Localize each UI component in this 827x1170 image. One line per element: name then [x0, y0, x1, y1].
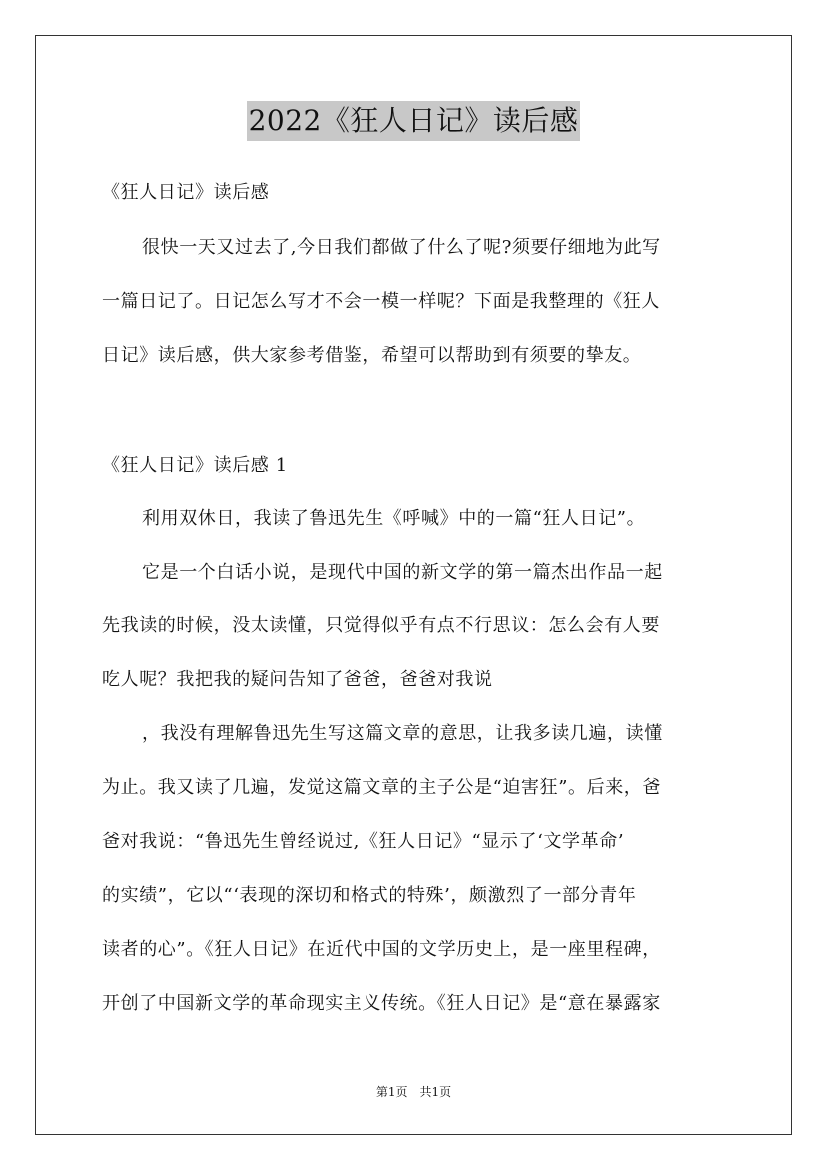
- paragraph-3-line-6: 开创了中国新文学的革命现实主义传统。《狂人日记》是“意在暴露家: [102, 993, 661, 1014]
- paragraph-1-line-1: 利用双休日，我读了鲁迅先生《呼喊》中的一篇“狂人日记”。: [142, 508, 646, 529]
- paragraph-3-line-5: 读者的心”。《狂人日记》在近代中国的文学历史上，是一座里程碑，: [102, 939, 661, 960]
- document-title: [0, 101, 827, 141]
- intro-line-1: 很快一天又过去了,今日我们都做了什么了呢?须要仔细地为此写: [142, 237, 661, 258]
- paragraph-3-line-1: ，我没有理解鲁迅先生写这篇文章的意思，让我多读几遍，读懂: [142, 723, 663, 744]
- page-footer: 第1页 共1页: [375, 1085, 452, 1099]
- paragraph-3-line-2: 为止。我又读了几遍，发觉这篇文章的主子公是“迫害狂”。后来，爸: [102, 777, 662, 798]
- paragraph-2-line-1: 它是一个白话小说，是现代中国的新文学的第一篇杰出作品一起: [142, 562, 663, 583]
- section-heading: 《狂人日记》读后感: [102, 182, 270, 203]
- document-title-text: 2022《狂人日记》读后感: [247, 101, 581, 141]
- intro-line-2: 一篇日记了。日记怎么写才不会一模一样呢？下面是我整理的《狂人: [102, 291, 660, 312]
- paragraph-2-line-2: 先我读的时候，没太读懂，只觉得似乎有点不行思议：怎么会有人要: [102, 615, 660, 636]
- paragraph-2-line-3: 吃人呢？我把我的疑问告知了爸爸，爸爸对我说: [102, 669, 493, 690]
- section-heading-1: 《狂人日记》读后感 1: [102, 455, 288, 476]
- paragraph-3-line-3: 爸对我说：“鲁迅先生曾经说过,《狂人日记》“显示了‘文学革命’: [102, 831, 625, 852]
- intro-line-3: 日记》读后感，供大家参考借鉴，希望可以帮助到有须要的挚友。: [102, 345, 642, 366]
- paragraph-3-line-4: 的实绩”，它以“‘表现的深切和格式的特殊’，颇激烈了一部分青年: [102, 885, 637, 906]
